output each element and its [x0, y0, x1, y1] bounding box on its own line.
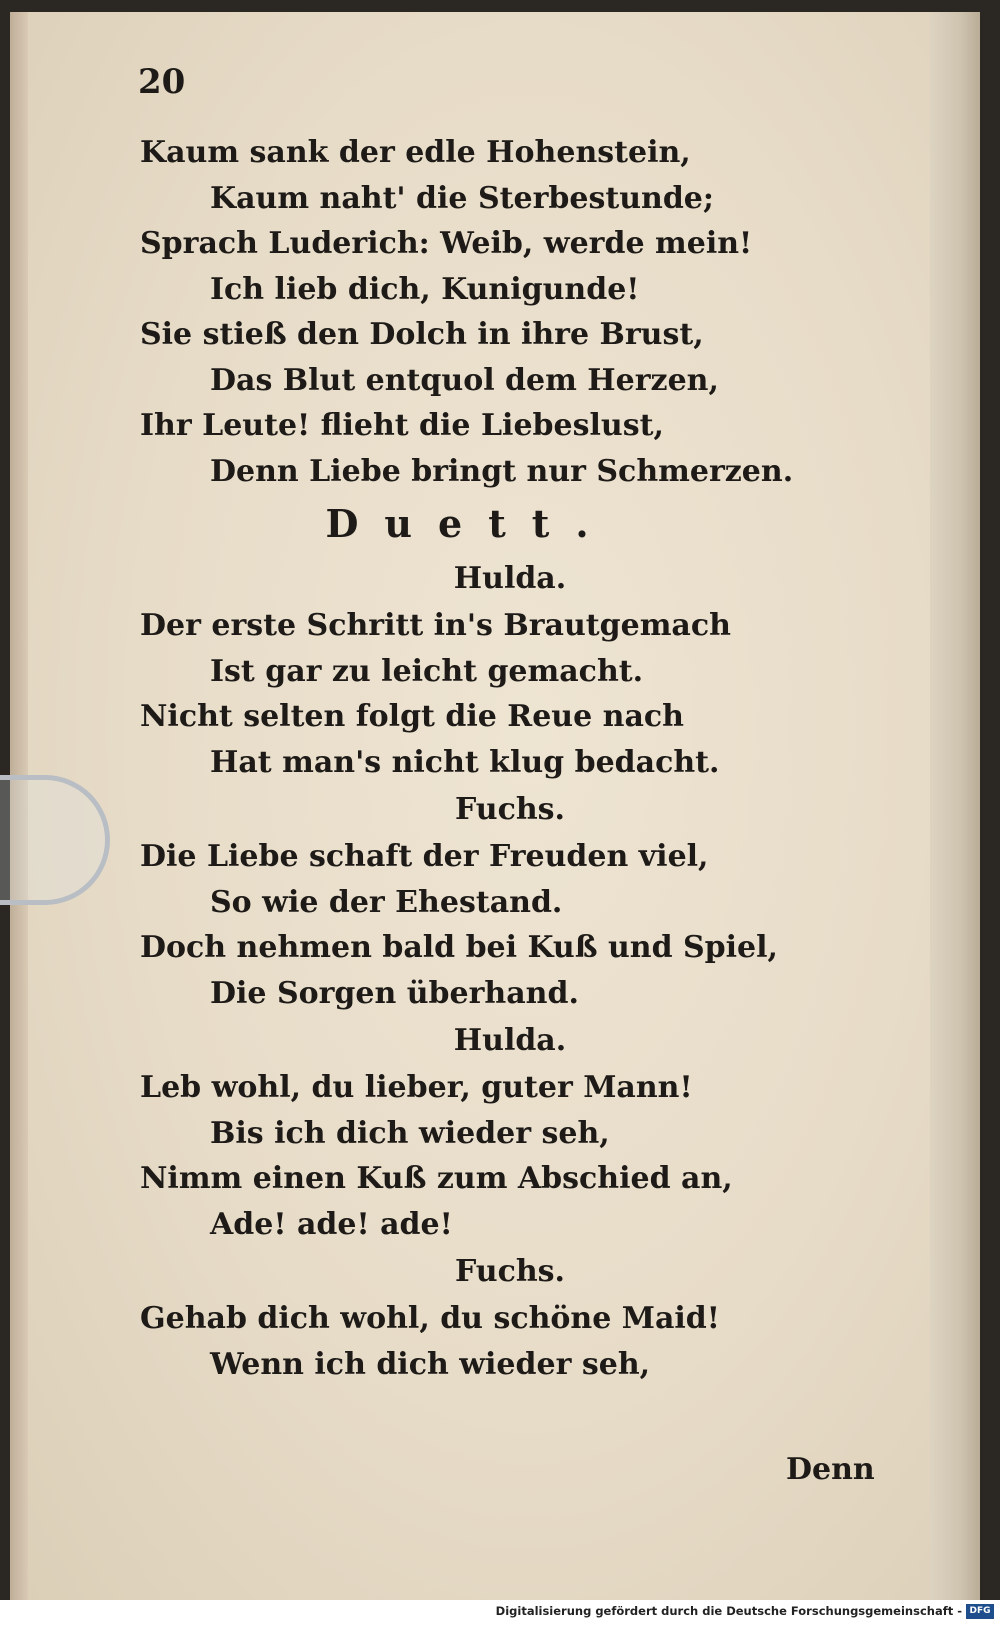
verse-line: Das Blut entquol dem Herzen,: [210, 362, 719, 398]
verse-line: Nicht selten folgt die Reue nach: [140, 699, 684, 734]
verse-line: Der erste Schritt in's Brautgemach: [140, 608, 731, 643]
verse-line: So wie der Ehestand.: [210, 884, 563, 920]
catchword: Denn: [786, 1452, 875, 1487]
duet-heading: Duett.: [325, 501, 615, 546]
verse-line: Ihr Leute! flieht die Liebeslust,: [140, 408, 664, 443]
page-number: 20: [138, 62, 186, 102]
verse-line: Ade! ade! ade!: [210, 1206, 453, 1242]
book-spine: [930, 12, 980, 1600]
verse-line: Ist gar zu leicht gemacht.: [210, 653, 644, 689]
verse-line: Wenn ich dich wieder seh,: [210, 1346, 651, 1382]
verse-line: Leb wohl, du lieber, guter Mann!: [140, 1070, 693, 1105]
footer-credit: Digitalisierung gefördert durch die Deutsche Forschungsgemeinschaft -: [495, 1604, 962, 1618]
verse-line: Ich lieb dich, Kunigunde!: [210, 271, 640, 307]
verse-line: Die Sorgen überhand.: [210, 975, 579, 1011]
verse-line: Kaum sank der edle Hohenstein,: [140, 135, 691, 170]
speaker-name: Fuchs.: [455, 1254, 565, 1289]
verse-line: Nimm einen Kuß zum Abschied an,: [140, 1161, 733, 1196]
verse-line: Sie stieß den Dolch in ihre Brust,: [140, 317, 704, 352]
verse-line: Gehab dich wohl, du schöne Maid!: [140, 1301, 720, 1336]
verse-line: Sprach Luderich: Weib, werde mein!: [140, 226, 753, 261]
footer-bar: [0, 1600, 1000, 1625]
speaker-name: Hulda.: [453, 1023, 567, 1058]
verse-line: Denn Liebe bringt nur Schmerzen.: [210, 453, 794, 489]
dfg-logo: DFG: [966, 1604, 994, 1619]
verse-line: Hat man's nicht klug bedacht.: [210, 744, 720, 780]
speaker-name: Fuchs.: [455, 792, 565, 827]
verse-line: Die Liebe schaft der Freuden viel,: [140, 839, 709, 874]
verse-line: Bis ich dich wieder seh,: [210, 1115, 610, 1151]
spine-shadow: [980, 0, 1000, 1600]
verse-line: Kaum naht' die Sterbestunde;: [210, 180, 714, 216]
verse-line: Doch nehmen bald bei Kuß und Spiel,: [140, 930, 778, 965]
speaker-name: Hulda.: [453, 561, 567, 596]
page-text: [140, 130, 900, 1387]
